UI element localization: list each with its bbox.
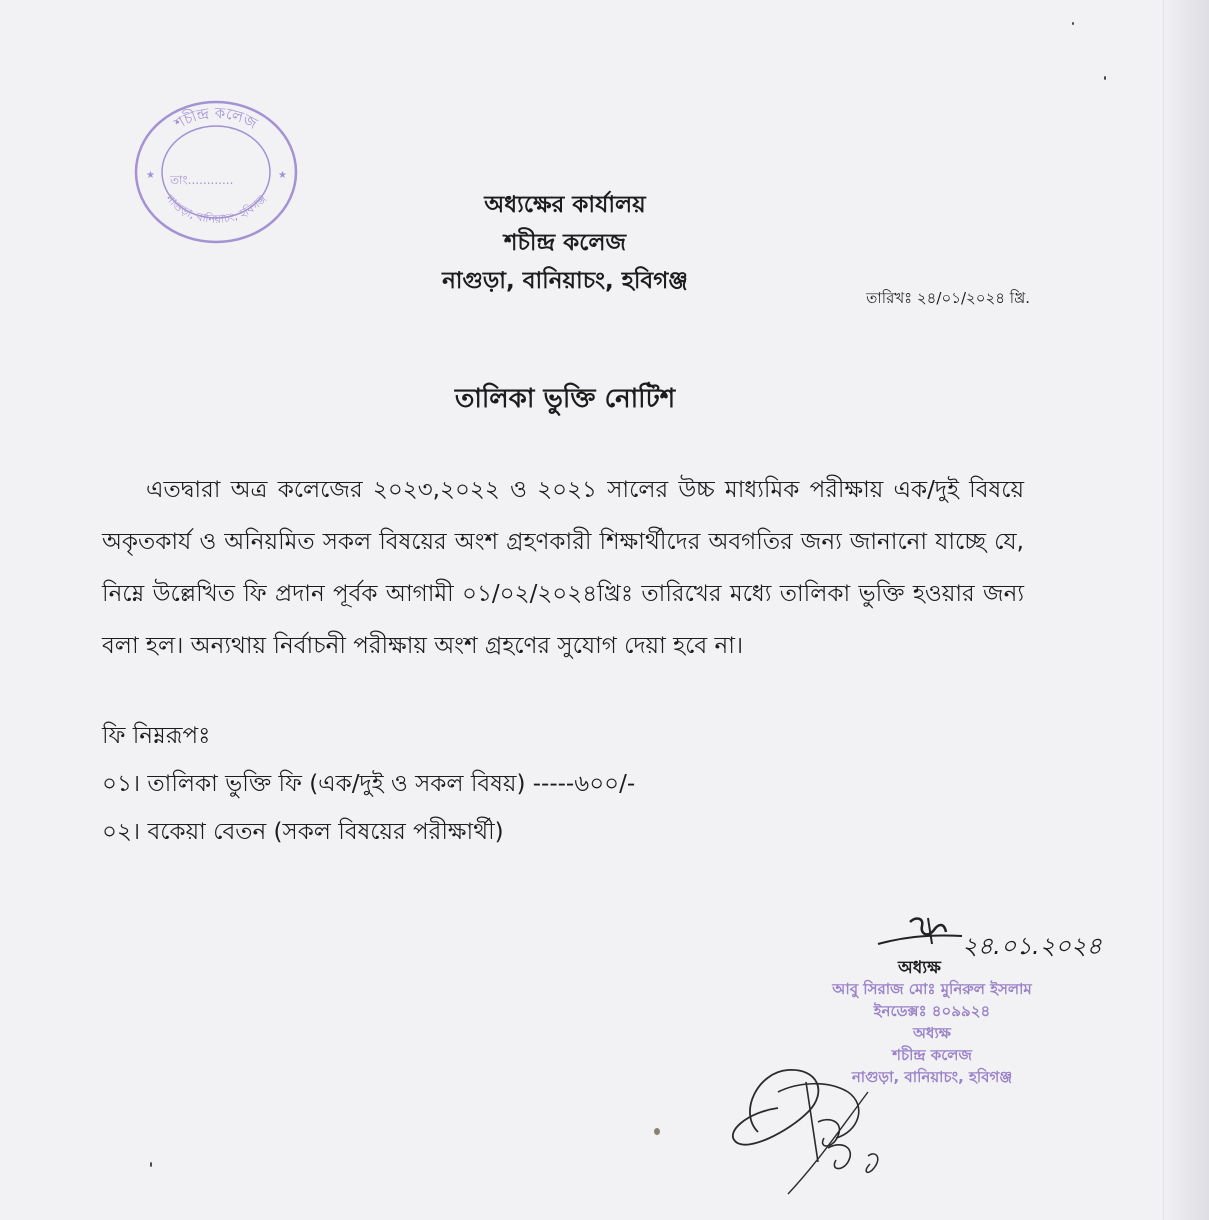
college-seal-stamp: [132, 98, 300, 246]
stamp-name: আবু সিরাজ মোঃ মুনিরুল ইসলাম: [832, 980, 1032, 998]
stamp-role: অধ্যক্ষ: [913, 1024, 951, 1042]
handwritten-signature: [718, 1052, 898, 1202]
signature-date: ২৪.০১.২০২৪: [962, 932, 1103, 960]
seal-center-text: তাং............: [170, 173, 234, 187]
paper-speck: [1104, 76, 1106, 80]
seal-bottom-text: নাগুড়া, বানিয়াচং, হবিগঞ্জ: [163, 192, 269, 226]
college-address: নাগুড়া, বানিয়াচং, হবিগঞ্জ: [442, 268, 688, 294]
notice-date: তারিখঃ ২৪/০১/২০২৪ খ্রি.: [866, 289, 1030, 307]
paper-edge-line: [1163, 0, 1164, 1220]
paper-speck: [654, 1128, 660, 1135]
svg-text:★: ★: [278, 170, 287, 181]
paper-speck: [150, 1162, 152, 1167]
stamp-college: শচীন্দ্র কলেজ: [892, 1046, 972, 1064]
signature-role: অধ্যক্ষ: [898, 958, 941, 978]
paper-edge-shadow: [1161, 0, 1209, 1220]
letterhead: [300, 186, 830, 300]
principal-initials-scribble: [870, 908, 970, 958]
notice-title: তালিকা ভুক্তি নোটিশ: [454, 384, 676, 414]
fee-intro: ফি নিম্নরূপঃ: [102, 723, 211, 749]
office-name: অধ্যক্ষের কার্যালয়: [484, 192, 646, 218]
fee-item: ০২। বকেয়া বেতন (সকল বিষয়ের পরীক্ষার্থী): [102, 819, 504, 845]
fee-item: ০১। তালিকা ভুক্তি ফি (এক/দুই ও সকল বিষয়) -----৬০০/-: [102, 771, 636, 797]
paper-speck: [1072, 22, 1074, 25]
seal-ring-text: শচীন্দ্র কলেজ: [171, 103, 261, 133]
notice-body: এতদ্বারা অত্র কলেজের ২০২৩,২০২২ ও ২০২১ সালের উচ্চ মাধ্যমিক পরীক্ষায় এক/দুই বিষয়ে অকৃতকার্য ও অনিয়মিত সকল বিষয়ের অংশ গ্রহণকারী শিক্ষার্থীদের অবগতির জন্য জানানো যাচ্ছে যে, নিম্নে উল্লেখিত ফি প্রদান পূর্বক আগামী ০১/০২/২০২৪খ্রিঃ তারিখের মধ্যে তালিকা ভুক্তি হওয়ার জন্য বলা হল। অন্যথায় নির্বাচনী পরীক্ষায় অংশ গ্রহণের সুযোগ দেয়া হবে না।: [102, 477, 1024, 659]
svg-text:★: ★: [146, 170, 155, 181]
stamp-address: নাগুড়া, বানিয়াচং, হবিগঞ্জ: [851, 1068, 1013, 1086]
stamp-index: ইনডেক্সঃ ৪০৯৯২৪: [873, 1002, 991, 1020]
fee-list: [102, 712, 862, 856]
svg-text:নাগুড়া, বানিয়াচং, হবিগঞ্জ: [162, 191, 268, 225]
college-name: শচীন্দ্র কলেজ: [503, 230, 627, 256]
